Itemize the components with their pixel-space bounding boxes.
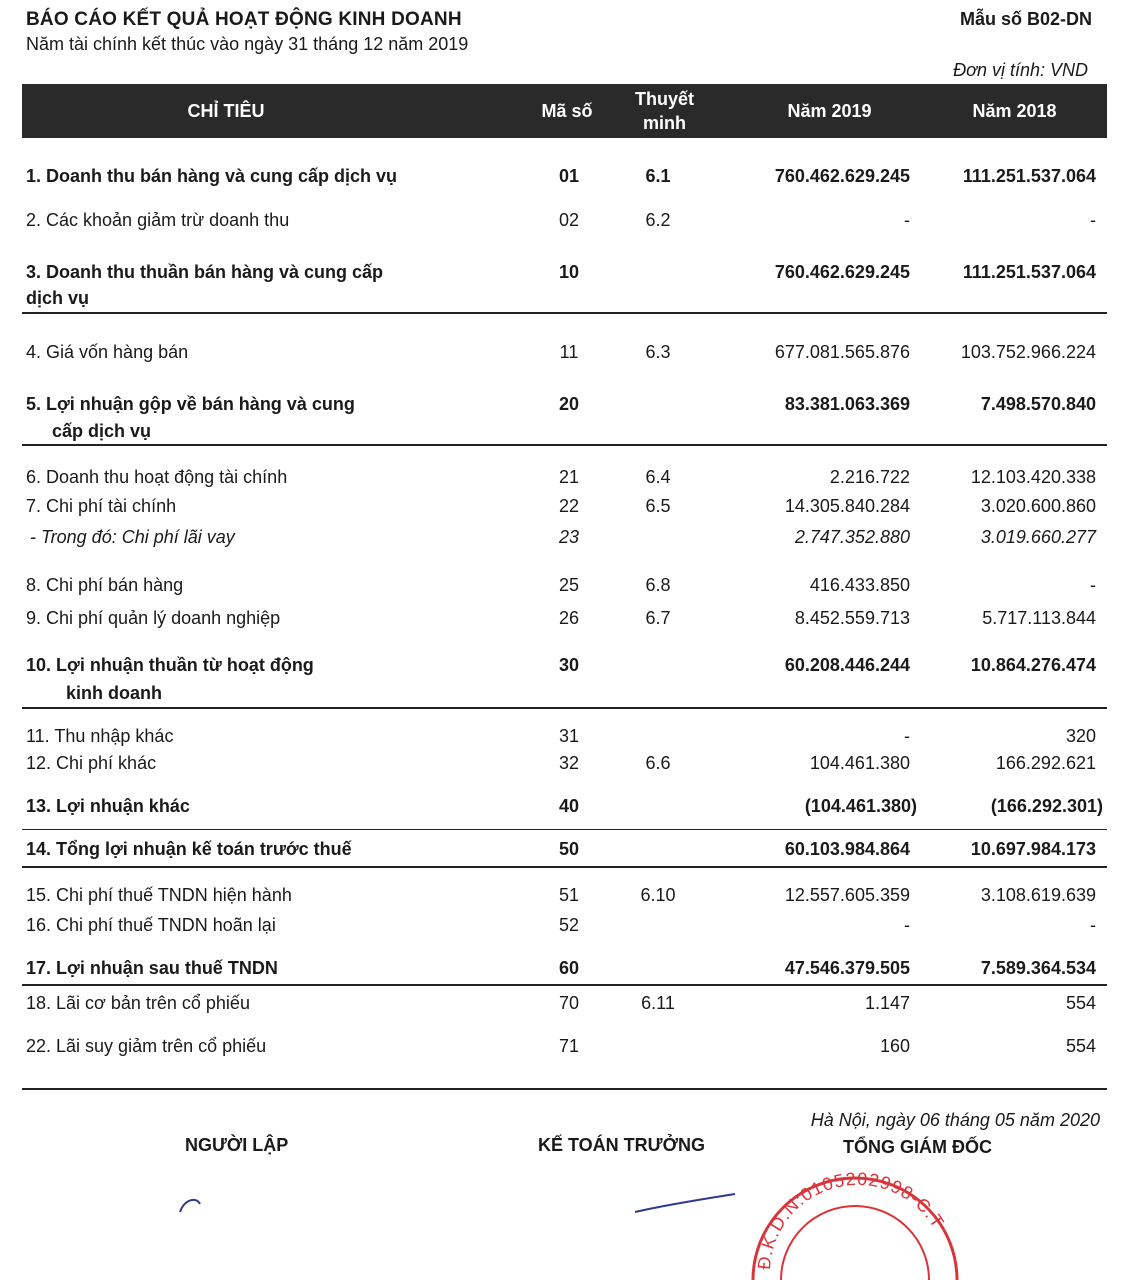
- row-name: 4. Giá vốn hàng bán: [26, 342, 189, 362]
- row-name: 22. Lãi suy giảm trên cổ phiếu: [26, 1036, 267, 1056]
- row-value-2018: 554: [1065, 1036, 1096, 1056]
- row-value-2019: 14.305.840.284: [784, 496, 910, 516]
- header-note-line2: minh: [642, 113, 686, 133]
- row-value-2018: -: [1090, 575, 1096, 595]
- row-value-2019: 160: [879, 1036, 910, 1056]
- row-value-2019: 677.081.565.876: [774, 342, 910, 362]
- row-code: 30: [558, 655, 580, 675]
- row-name: - Trong đó: Chi phí lãi vay: [30, 527, 235, 547]
- row-value-2018: 7.498.570.840: [980, 394, 1096, 414]
- row-name: 7. Chi phí tài chính: [26, 496, 177, 516]
- row-name: 16. Chi phí thuế TNDN hoãn lại: [26, 915, 276, 935]
- row-value-2018: 5.717.113.844: [982, 608, 1096, 628]
- row-name: 9. Chi phí quản lý doanh nghiệp: [26, 608, 281, 628]
- row-value-2019: 1.147: [864, 993, 910, 1013]
- row-name: 14. Tổng lợi nhuận kế toán trước thuế: [26, 839, 352, 859]
- row-code: 52: [558, 915, 580, 935]
- signature-mark-icon: [630, 1190, 740, 1214]
- row-name: 10. Lợi nhuận thuần từ hoạt động: [26, 655, 314, 675]
- preparer-label: NGƯỜI LẬP: [185, 1135, 289, 1155]
- row-name: 17. Lợi nhuận sau thuế TNDN: [26, 958, 278, 978]
- table-bottom-rule: [22, 1088, 1107, 1090]
- general-director-label: TỔNG GIÁM ĐỐC: [843, 1137, 992, 1157]
- row-value-2019: 60.208.446.244: [784, 655, 910, 675]
- row-note: 6.10: [640, 885, 676, 905]
- header-year-2018: Năm 2018: [972, 101, 1057, 121]
- row-code: 11: [559, 342, 579, 362]
- row-name: 12. Chi phí khác: [26, 753, 157, 773]
- row-code: 26: [558, 608, 580, 628]
- row-code: 20: [558, 394, 580, 414]
- header-note: [617, 84, 712, 138]
- section-divider: [22, 984, 1107, 986]
- section-divider: [22, 707, 1107, 709]
- row-value-2019: -: [904, 726, 910, 746]
- row-name: 5. Lợi nhuận gộp về bán hàng và cung: [26, 394, 355, 414]
- date-line: Hà Nội, ngày 06 tháng 05 năm 2020: [810, 1110, 1100, 1130]
- header-note-line1: Thuyết: [634, 89, 694, 109]
- row-value-2018: 3.108.619.639: [980, 885, 1096, 905]
- section-divider: [22, 312, 1107, 314]
- row-value-2019: 104.461.380: [809, 753, 910, 773]
- row-value-2019: 2.747.352.880: [794, 527, 910, 547]
- row-value-2018: 7.589.364.534: [980, 958, 1096, 978]
- row-value-2018: -: [1090, 915, 1096, 935]
- row-code: 60: [558, 958, 580, 978]
- row-value-2018: 103.752.966.224: [960, 342, 1096, 362]
- svg-text:Đ.K.D.N:0105202998-C.T: [754, 1169, 948, 1271]
- row-value-2019: (104.461.380): [804, 796, 917, 816]
- row-name: 11. Thu nhập khác: [26, 726, 174, 746]
- report-subtitle: Năm tài chính kết thúc vào ngày 31 tháng 12 năm 2019: [26, 34, 469, 54]
- row-value-2019: 416.433.850: [809, 575, 910, 595]
- row-code: 32: [558, 753, 580, 773]
- company-seal-icon: [745, 1140, 965, 1280]
- row-note: 6.5: [645, 496, 671, 516]
- row-note: 6.4: [645, 467, 671, 487]
- row-code: 25: [558, 575, 580, 595]
- row-note: 6.7: [645, 608, 671, 628]
- row-code: 40: [558, 796, 580, 816]
- row-value-2018: 320: [1065, 726, 1096, 746]
- table-header: [22, 84, 1107, 138]
- row-name: 1. Doanh thu bán hàng và cung cấp dịch vụ: [26, 166, 398, 186]
- row-value-2019: 760.462.629.245: [774, 262, 910, 282]
- row-value-2018: 111.251.537.064: [962, 166, 1096, 186]
- row-code: 21: [558, 467, 580, 487]
- row-value-2019: 2.216.722: [829, 467, 910, 487]
- row-name: 18. Lãi cơ bản trên cổ phiếu: [26, 993, 250, 1013]
- row-value-2018: 166.292.621: [995, 753, 1096, 773]
- row-name-continuation: kinh doanh: [66, 683, 162, 703]
- row-code: 51: [558, 885, 580, 905]
- row-name: 13. Lợi nhuận khác: [26, 796, 190, 816]
- row-value-2018: 3.020.600.860: [980, 496, 1096, 516]
- header-code: Mã số: [541, 101, 593, 121]
- chief-accountant-label: KẾ TOÁN TRƯỞNG: [538, 1135, 705, 1155]
- row-code: 31: [558, 726, 580, 746]
- header-year-2019: Năm 2019: [787, 101, 872, 121]
- row-code: 02: [558, 210, 580, 230]
- form-code: Mẫu số B02-DN: [959, 9, 1092, 29]
- row-value-2018: 554: [1065, 993, 1096, 1013]
- section-divider: [22, 444, 1107, 446]
- row-value-2019: 60.103.984.864: [784, 839, 910, 859]
- row-note: 6.11: [641, 993, 675, 1013]
- row-value-2018: 10.864.276.474: [970, 655, 1096, 675]
- stamp-text: Đ.K.D.N:0105202998-C.T: [753, 1168, 949, 1271]
- row-note: 6.6: [645, 753, 671, 773]
- section-divider: [22, 829, 1107, 830]
- section-divider: [22, 866, 1107, 868]
- row-note: 6.2: [645, 210, 671, 230]
- row-name: 8. Chi phí bán hàng: [26, 575, 184, 595]
- row-code: 23: [558, 527, 580, 547]
- signature-mark-icon: [170, 1190, 230, 1214]
- row-value-2018: 111.251.537.064: [962, 262, 1096, 282]
- row-value-2019: 760.462.629.245: [774, 166, 910, 186]
- row-value-2019: 83.381.063.369: [784, 394, 910, 414]
- row-value-2018: 12.103.420.338: [970, 467, 1096, 487]
- row-code: 71: [558, 1036, 580, 1056]
- row-name: 3. Doanh thu thuần bán hàng và cung cấp: [26, 262, 384, 282]
- row-code: 01: [558, 166, 580, 186]
- row-value-2019: -: [904, 915, 910, 935]
- row-code: 22: [558, 496, 580, 516]
- row-note: 6.3: [645, 342, 671, 362]
- row-note: 6.1: [645, 166, 671, 186]
- row-name: 2. Các khoản giảm trừ doanh thu: [26, 210, 290, 230]
- row-value-2018: 3.019.660.277: [980, 527, 1096, 547]
- row-value-2019: -: [904, 210, 910, 230]
- row-name: 15. Chi phí thuế TNDN hiện hành: [26, 885, 292, 905]
- row-code: 10: [558, 262, 580, 282]
- row-name-continuation: cấp dịch vụ: [52, 421, 152, 441]
- row-value-2019: 47.546.379.505: [784, 958, 910, 978]
- row-value-2019: 8.452.559.713: [794, 608, 910, 628]
- report-title: BÁO CÁO KẾT QUẢ HOẠT ĐỘNG KINH DOANH: [26, 9, 462, 30]
- row-name: 6. Doanh thu hoạt động tài chính: [26, 467, 288, 487]
- row-value-2018: 10.697.984.173: [970, 839, 1096, 859]
- row-value-2018: -: [1090, 210, 1096, 230]
- row-name-continuation: dịch vụ: [26, 288, 90, 308]
- header-indicator: CHỈ TIÊU: [187, 101, 265, 121]
- row-value-2018: (166.292.301): [990, 796, 1103, 816]
- currency-unit: Đơn vị tính: VND: [953, 60, 1088, 80]
- row-code: 50: [558, 839, 580, 859]
- row-code: 70: [558, 993, 580, 1013]
- row-note: 6.8: [645, 575, 671, 595]
- row-value-2019: 12.557.605.359: [784, 885, 910, 905]
